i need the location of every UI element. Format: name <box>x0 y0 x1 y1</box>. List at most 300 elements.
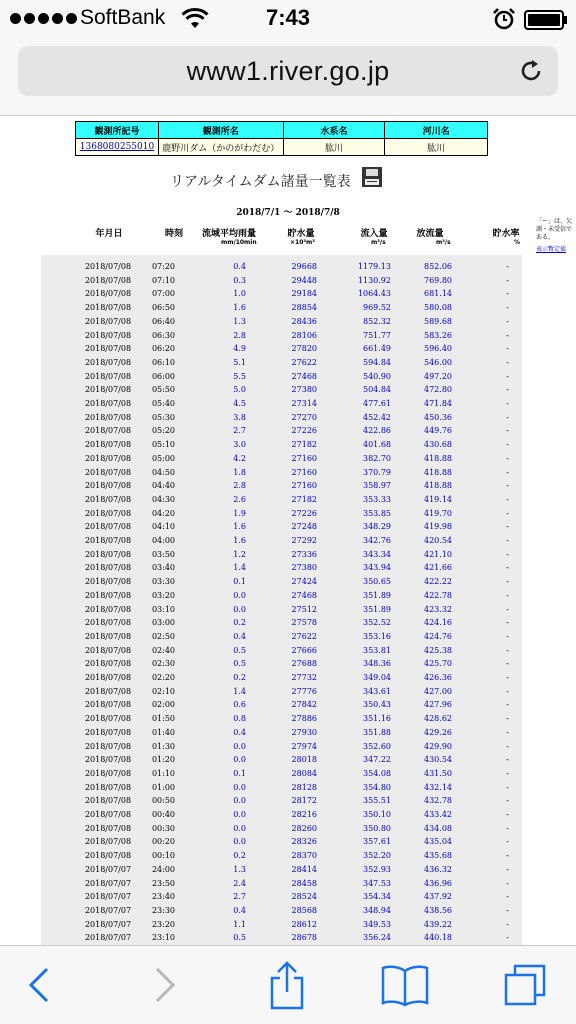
rate-cell: - <box>506 741 509 751</box>
rate-cell: - <box>506 823 509 833</box>
date-cell: 2018/07/08 <box>84 823 132 833</box>
date-cell: 2018/07/08 <box>84 467 132 477</box>
time-cell: 01:40 <box>151 727 175 737</box>
inflow-cell: 351.88 <box>363 727 391 737</box>
date-cell: 2018/07/08 <box>84 851 132 861</box>
storage-cell: 27292 <box>291 536 317 545</box>
storage-cell: 27842 <box>291 700 317 710</box>
time-cell: 03:40 <box>151 563 175 573</box>
rain-cell: 0.5 <box>233 645 246 655</box>
rate-cell: - <box>506 659 509 669</box>
time-cell: 03:10 <box>151 604 175 614</box>
inflow-cell: 349.04 <box>363 673 391 682</box>
alarm-icon <box>492 7 516 31</box>
rate-cell: - <box>506 440 509 450</box>
rate-cell: - <box>506 385 509 395</box>
rain-cell: 4.9 <box>233 344 246 354</box>
date-cell: 2018/07/08 <box>84 810 132 819</box>
outflow-cell: 769.80 <box>424 275 452 285</box>
rate-unit: % <box>514 239 521 246</box>
storage-cell: 27622 <box>291 631 317 641</box>
storage-cell: 27226 <box>291 508 317 518</box>
rain-column-header: 流域平均雨量 <box>201 229 256 239</box>
rain-cell: 0.3 <box>233 275 246 285</box>
inflow-cell: 353.81 <box>363 645 391 655</box>
outflow-cell: 430.68 <box>424 440 452 450</box>
outflow-cell: 427.00 <box>424 686 452 696</box>
date-cell: 2018/07/08 <box>84 755 132 765</box>
rain-cell: 0.8 <box>233 714 246 724</box>
outflow-cell: 418.88 <box>424 467 452 477</box>
station-code-cell[interactable] <box>76 139 159 156</box>
table-row <box>41 466 522 480</box>
rate-cell: - <box>506 796 509 806</box>
storage-cell: 28854 <box>291 303 317 313</box>
rain-cell: 0.5 <box>233 933 246 943</box>
date-cell: 2018/07/08 <box>84 399 132 408</box>
outflow-cell: 596.40 <box>424 344 452 354</box>
storage-cell: 28084 <box>291 768 317 778</box>
inflow-cell: 355.51 <box>363 796 391 806</box>
storage-cell: 27512 <box>291 604 317 614</box>
time-cell: 01:50 <box>151 714 175 724</box>
date-cell: 2018/07/08 <box>84 385 132 395</box>
table-row <box>41 698 522 712</box>
storage-cell: 28326 <box>291 837 317 847</box>
table-row <box>41 397 522 411</box>
rain-cell: 0.2 <box>233 618 246 628</box>
rain-cell: 0.2 <box>233 673 246 682</box>
inflow-cell: 1130.92 <box>357 275 391 285</box>
rain-cell: 0.1 <box>233 768 246 778</box>
storage-cell: 27160 <box>291 467 317 477</box>
time-cell: 04:20 <box>151 508 175 518</box>
storage-cell: 28414 <box>291 864 317 874</box>
rate-cell: - <box>506 303 509 313</box>
date-cell: 2018/07/08 <box>84 508 132 518</box>
table-row <box>41 356 522 370</box>
date-cell: 2018/07/08 <box>84 412 132 422</box>
print-icon[interactable] <box>361 166 383 188</box>
rain-cell: 0.4 <box>233 905 246 915</box>
rain-cell: 2.4 <box>233 878 246 888</box>
reload-icon[interactable] <box>518 58 544 84</box>
storage-cell: 27578 <box>291 618 317 628</box>
rate-cell: - <box>506 522 509 532</box>
date-cell: 2018/07/08 <box>84 481 132 491</box>
storage-cell: 27160 <box>291 481 317 491</box>
table-row <box>41 726 522 740</box>
outflow-cell: 589.68 <box>424 316 452 326</box>
rate-cell: - <box>506 768 509 778</box>
inflow-cell: 354.08 <box>363 768 391 778</box>
date-column-header: 年月日 <box>95 229 123 239</box>
date-cell: 2018/07/07 <box>84 933 132 943</box>
inflow-cell: 342.76 <box>363 536 391 545</box>
inflow-cell: 352.20 <box>363 851 391 861</box>
time-cell: 06:00 <box>151 371 175 381</box>
storage-cell: 28260 <box>291 823 317 833</box>
rain-cell: 0.1 <box>233 577 246 587</box>
outflow-cell: 472.80 <box>424 385 452 395</box>
time-cell: 02:10 <box>151 686 175 696</box>
rate-cell: - <box>506 919 509 929</box>
storage-column-header: 貯水量 <box>287 229 315 239</box>
rate-cell: - <box>506 933 509 943</box>
outflow-cell: 430.54 <box>424 755 452 765</box>
missing-data-note: 「ー」は、欠測・未受信である。 <box>536 218 573 241</box>
outflow-unit: m³/s <box>436 239 451 246</box>
inflow-cell: 354.34 <box>363 892 391 902</box>
rain-cell: 1.3 <box>233 864 246 874</box>
time-cell: 01:20 <box>151 755 175 765</box>
outflow-cell: 419.14 <box>424 494 452 504</box>
rate-cell: - <box>506 645 509 655</box>
outflow-cell: 436.96 <box>424 878 452 888</box>
outflow-cell: 497.20 <box>424 371 452 381</box>
table-row <box>41 370 522 384</box>
table-row <box>41 685 522 699</box>
table-row <box>41 863 522 877</box>
date-cell: 2018/07/08 <box>84 344 132 354</box>
storage-cell: 27182 <box>291 440 317 450</box>
table-row <box>41 287 522 301</box>
rate-cell: - <box>506 755 509 765</box>
rate-cell: - <box>506 275 509 285</box>
bookmarks-icon <box>380 963 430 1007</box>
time-cell: 05:10 <box>151 440 175 450</box>
date-cell: 2018/07/08 <box>84 371 132 381</box>
outflow-cell: 419.70 <box>424 508 452 518</box>
time-cell: 04:00 <box>151 536 175 545</box>
rate-cell: - <box>506 330 509 340</box>
rate-cell: - <box>506 344 509 354</box>
station-code-header: 観測所記号 <box>76 122 159 139</box>
storage-cell: 27380 <box>291 563 317 573</box>
date-cell: 2018/07/08 <box>84 549 132 559</box>
inflow-cell: 477.61 <box>363 399 391 408</box>
inflow-column-header: 流入量 <box>360 229 388 239</box>
storage-cell: 27732 <box>291 673 317 682</box>
table-row <box>41 274 522 288</box>
date-cell: 2018/07/08 <box>84 768 132 778</box>
rate-cell: - <box>506 262 509 271</box>
table-row <box>41 438 522 452</box>
outflow-cell: 422.22 <box>424 577 452 587</box>
storage-cell: 28612 <box>291 919 317 929</box>
outflow-cell: 428.62 <box>424 714 452 724</box>
time-cell: 07:00 <box>151 289 175 299</box>
rain-cell: 0.4 <box>233 631 246 641</box>
date-cell: 2018/07/08 <box>84 262 132 271</box>
table-row <box>41 575 522 589</box>
rain-cell: 2.7 <box>233 892 246 902</box>
inflow-cell: 353.16 <box>363 631 391 641</box>
outflow-cell: 471.84 <box>424 399 452 408</box>
station-name-cell: 鹿野川ダム（かのがわだむ） <box>158 139 283 156</box>
inflow-cell: 348.29 <box>363 522 391 532</box>
station-code-link[interactable]: 1368080255010 <box>79 142 155 152</box>
outflow-cell: 434.08 <box>424 823 452 833</box>
table-row <box>41 260 522 274</box>
inflow-cell: 504.84 <box>363 385 391 395</box>
rate-cell: - <box>506 371 509 381</box>
storage-cell: 28216 <box>291 810 317 819</box>
time-cell: 07:10 <box>151 275 175 285</box>
table-row <box>41 301 522 315</box>
table-row <box>41 781 522 795</box>
address-bar[interactable] <box>18 46 558 96</box>
rate-column-header: 貯水率 <box>492 229 520 239</box>
time-cell: 06:30 <box>151 330 175 340</box>
outflow-cell: 427.96 <box>424 700 452 710</box>
rate-cell: - <box>506 590 509 600</box>
rate-cell: - <box>506 810 509 819</box>
date-cell: 2018/07/08 <box>84 577 132 587</box>
table-row <box>41 753 522 767</box>
storage-cell: 29448 <box>291 275 317 285</box>
outflow-cell: 422.78 <box>424 590 452 600</box>
inflow-cell: 594.84 <box>363 357 391 367</box>
water-system-header: 水系名 <box>283 122 385 139</box>
table-row <box>41 890 522 904</box>
storage-cell: 27314 <box>291 399 317 408</box>
rain-cell: 0.5 <box>233 659 246 669</box>
table-row <box>41 548 522 562</box>
inflow-cell: 452.42 <box>363 412 391 422</box>
date-cell: 2018/07/08 <box>84 727 132 737</box>
date-cell: 2018/07/08 <box>84 563 132 573</box>
inflow-cell: 422.86 <box>363 426 391 436</box>
outflow-cell: 423.32 <box>424 604 452 614</box>
storage-cell: 27336 <box>291 549 317 559</box>
date-cell: 2018/07/08 <box>84 714 132 724</box>
carrier-name: SoftBank <box>80 6 166 29</box>
storage-cell: 27248 <box>291 522 317 532</box>
inflow-cell: 1179.13 <box>357 262 391 271</box>
storage-cell: 28524 <box>291 892 317 902</box>
date-range: 2018/7/1 〜 2018/7/8 <box>236 208 340 218</box>
storage-cell: 27160 <box>291 453 317 463</box>
river-name-header: 河川名 <box>385 122 488 139</box>
time-cell: 06:50 <box>151 303 175 313</box>
rain-cell: 0.6 <box>233 700 246 710</box>
outflow-cell: 426.36 <box>424 673 452 682</box>
time-cell: 00:30 <box>151 823 175 833</box>
rain-cell: 0.0 <box>233 796 246 806</box>
time-cell: 02:30 <box>151 659 175 669</box>
inflow-cell: 348.36 <box>363 659 391 669</box>
tabs-button[interactable] <box>500 962 550 1008</box>
back-button[interactable] <box>14 962 64 1008</box>
rate-cell: - <box>506 467 509 477</box>
storage-cell: 27622 <box>291 357 317 367</box>
table-row <box>41 657 522 671</box>
rate-cell: - <box>506 864 509 874</box>
outflow-cell: 435.68 <box>424 851 452 861</box>
time-cell: 00:10 <box>151 851 175 861</box>
rain-unit: mm/10min <box>221 239 257 246</box>
table-row <box>41 918 522 932</box>
outflow-cell: 419.98 <box>424 522 452 532</box>
table-row <box>41 849 522 863</box>
rain-cell: 1.3 <box>233 316 246 326</box>
time-cell: 06:20 <box>151 344 175 354</box>
share-icon <box>267 960 307 1010</box>
date-cell: 2018/07/08 <box>84 426 132 436</box>
inflow-cell: 350.43 <box>363 700 391 710</box>
inflow-cell: 349.53 <box>363 919 391 929</box>
time-cell: 05:50 <box>151 385 175 395</box>
inflow-cell: 352.60 <box>363 741 391 751</box>
table-row <box>41 740 522 754</box>
inflow-cell: 347.22 <box>363 755 391 765</box>
table-row <box>41 767 522 781</box>
rate-cell: - <box>506 837 509 847</box>
date-cell: 2018/07/08 <box>84 673 132 682</box>
storage-cell: 27688 <box>291 659 317 669</box>
inflow-cell: 969.52 <box>363 303 391 313</box>
storage-cell: 27468 <box>291 371 317 381</box>
page-title: リアルタイムダム諸量一覧表 <box>170 174 351 190</box>
back-icon <box>27 965 51 1005</box>
rate-cell: - <box>506 673 509 682</box>
rate-cell: - <box>506 316 509 326</box>
bookmarks-button[interactable] <box>380 962 430 1008</box>
rain-cell: 4.2 <box>233 453 246 463</box>
date-cell: 2018/07/08 <box>84 782 132 792</box>
time-cell: 02:50 <box>151 631 175 641</box>
rain-cell: 1.9 <box>233 508 246 518</box>
table-row <box>41 561 522 575</box>
storage-cell: 28172 <box>291 796 317 806</box>
table-row <box>41 712 522 726</box>
rain-cell: 0.0 <box>233 604 246 614</box>
time-cell: 23:20 <box>151 919 175 929</box>
inflow-cell: 852.32 <box>363 316 391 326</box>
outflow-cell: 431.50 <box>424 768 452 778</box>
outflow-cell: 439.22 <box>424 919 452 929</box>
rate-cell: - <box>506 686 509 696</box>
date-cell: 2018/07/07 <box>84 919 132 929</box>
rate-cell: - <box>506 494 509 504</box>
river-name-cell: 肱川 <box>385 139 488 156</box>
share-button[interactable] <box>262 962 312 1008</box>
provisional-values-link[interactable]: 表示暫定値 <box>536 246 567 253</box>
rain-cell: 0.0 <box>233 823 246 833</box>
table-row <box>41 315 522 329</box>
rate-cell: - <box>506 508 509 518</box>
time-cell: 03:50 <box>151 549 175 559</box>
inflow-cell: 350.10 <box>363 810 391 819</box>
rate-cell: - <box>506 631 509 641</box>
storage-cell: 27776 <box>291 686 317 696</box>
time-cell: 05:30 <box>151 412 175 422</box>
rate-cell: - <box>506 782 509 792</box>
date-cell: 2018/07/08 <box>84 686 132 696</box>
outflow-cell: 429.26 <box>424 727 452 737</box>
outflow-cell: 424.16 <box>424 618 452 628</box>
browser-address-area <box>0 40 576 116</box>
rate-cell: - <box>506 536 509 545</box>
date-cell: 2018/07/08 <box>84 631 132 641</box>
date-cell: 2018/07/08 <box>84 590 132 600</box>
table-row <box>41 794 522 808</box>
outflow-cell: 418.88 <box>424 481 452 491</box>
rate-cell: - <box>506 714 509 724</box>
url-text[interactable]: www1.river.go.jp <box>186 56 390 86</box>
date-cell: 2018/07/08 <box>84 522 132 532</box>
time-cell: 03:30 <box>151 577 175 587</box>
table-row <box>41 808 522 822</box>
storage-cell: 28458 <box>291 878 317 888</box>
table-row <box>41 520 522 534</box>
time-cell: 04:10 <box>151 522 175 532</box>
table-row <box>41 630 522 644</box>
inflow-cell: 661.49 <box>363 344 391 354</box>
storage-cell: 27182 <box>291 494 317 504</box>
outflow-cell: 425.38 <box>424 645 452 655</box>
rain-cell: 1.1 <box>233 919 246 929</box>
storage-cell: 27820 <box>291 344 317 354</box>
date-cell: 2018/07/08 <box>84 700 132 710</box>
table-row <box>41 589 522 603</box>
table-row <box>41 931 522 945</box>
time-cell: 02:40 <box>151 645 175 655</box>
storage-cell: 27666 <box>291 645 317 655</box>
storage-cell: 28106 <box>291 330 317 340</box>
time-cell: 03:20 <box>151 590 175 600</box>
rain-cell: 2.8 <box>233 481 246 491</box>
time-cell: 02:20 <box>151 673 175 682</box>
time-cell: 01:30 <box>151 741 175 751</box>
rain-cell: 1.2 <box>233 549 246 559</box>
rain-cell: 0.0 <box>233 837 246 847</box>
date-cell: 2018/07/08 <box>84 275 132 285</box>
date-cell: 2018/07/07 <box>84 878 132 888</box>
time-cell: 00:40 <box>151 810 175 819</box>
time-cell: 04:40 <box>151 481 175 491</box>
web-content <box>0 117 576 945</box>
rain-cell: 2.8 <box>233 330 246 340</box>
water-system-cell: 肱川 <box>283 139 385 156</box>
rate-cell: - <box>506 563 509 573</box>
inflow-cell: 347.53 <box>363 878 391 888</box>
rain-cell: 2.6 <box>233 494 246 504</box>
date-cell: 2018/07/08 <box>84 330 132 340</box>
rain-cell: 1.4 <box>233 563 246 573</box>
outflow-cell: 580.08 <box>424 303 452 313</box>
date-cell: 2018/07/08 <box>84 837 132 847</box>
clock: 7:43 <box>265 5 311 30</box>
table-row <box>41 383 522 397</box>
rain-cell: 0.0 <box>233 810 246 819</box>
tabs-icon <box>503 963 547 1007</box>
time-cell: 04:30 <box>151 494 175 504</box>
outflow-cell: 852.06 <box>424 262 452 271</box>
rate-cell: - <box>506 453 509 463</box>
forward-button[interactable] <box>140 962 190 1008</box>
rain-cell: 5.0 <box>233 385 246 395</box>
inflow-cell: 350.80 <box>363 823 391 833</box>
table-row <box>41 424 522 438</box>
inflow-cell: 382.70 <box>363 453 391 463</box>
outflow-cell: 546.00 <box>424 357 452 367</box>
rain-cell: 0.4 <box>233 262 246 271</box>
table-row <box>41 904 522 918</box>
rate-cell: - <box>506 700 509 710</box>
storage-cell: 28436 <box>291 316 317 326</box>
